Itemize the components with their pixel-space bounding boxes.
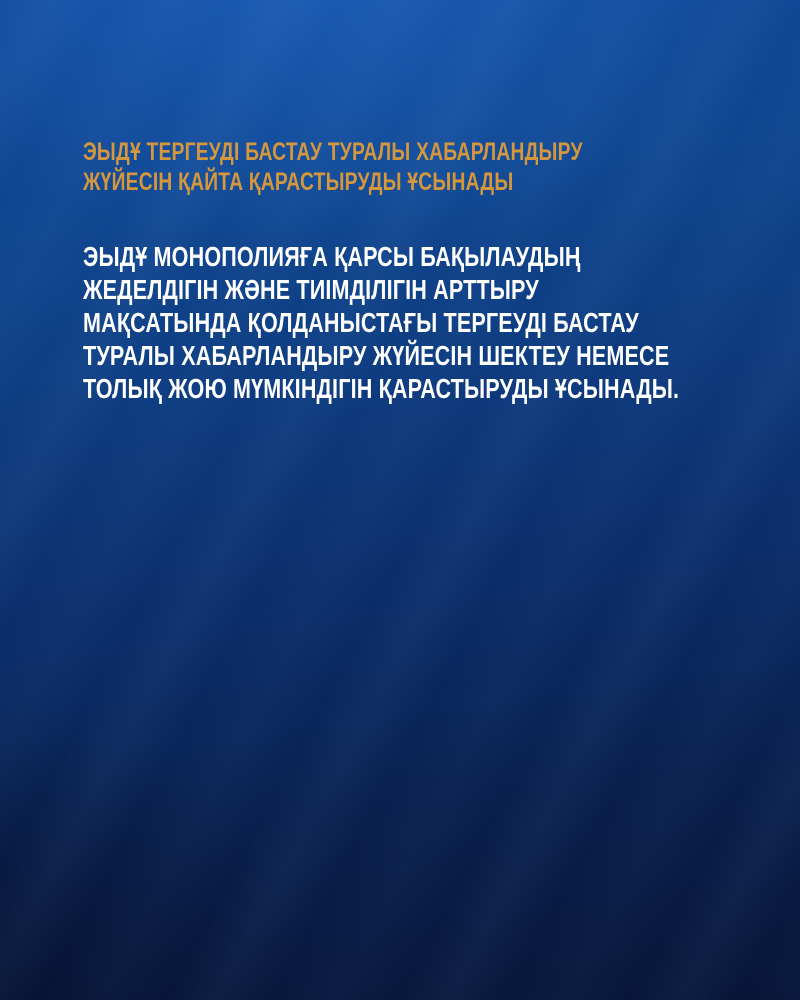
body-text-line: ЖЕДЕЛДІГІН ЖӘНЕ ТИІМДІЛІГІН АРТТЫРУ — [83, 274, 539, 305]
headline — [83, 137, 604, 197]
body-text — [83, 240, 680, 405]
body-text-line: ЭЫДҰ МОНОПОЛИЯҒА ҚАРСЫ БАҚЫЛАУДЫҢ — [83, 241, 581, 272]
body-text-line: ТОЛЫҚ ЖОЮ МҮМКІНДІГІН ҚАРАСТЫРУДЫ ҰСЫНАДЫ. — [83, 373, 680, 404]
poster-content — [83, 137, 760, 405]
headline-line: ЖҮЙЕСІН ҚАЙТА ҚАРАСТЫРУДЫ ҰСЫНАДЫ — [83, 168, 514, 196]
body-text-line: МАҚСАТЫНДА ҚОЛДАНЫСТАҒЫ ТЕРГЕУДІ БАСТАУ — [83, 307, 639, 338]
headline-line: ЭЫДҰ ТЕРГЕУДІ БАСТАУ ТУРАЛЫ ХАБАРЛАНДЫРУ — [83, 138, 583, 166]
body-text-line: ТУРАЛЫ ХАБАРЛАНДЫРУ ЖҮЙЕСІН ШЕКТЕУ НЕМЕСЕ — [83, 340, 670, 371]
